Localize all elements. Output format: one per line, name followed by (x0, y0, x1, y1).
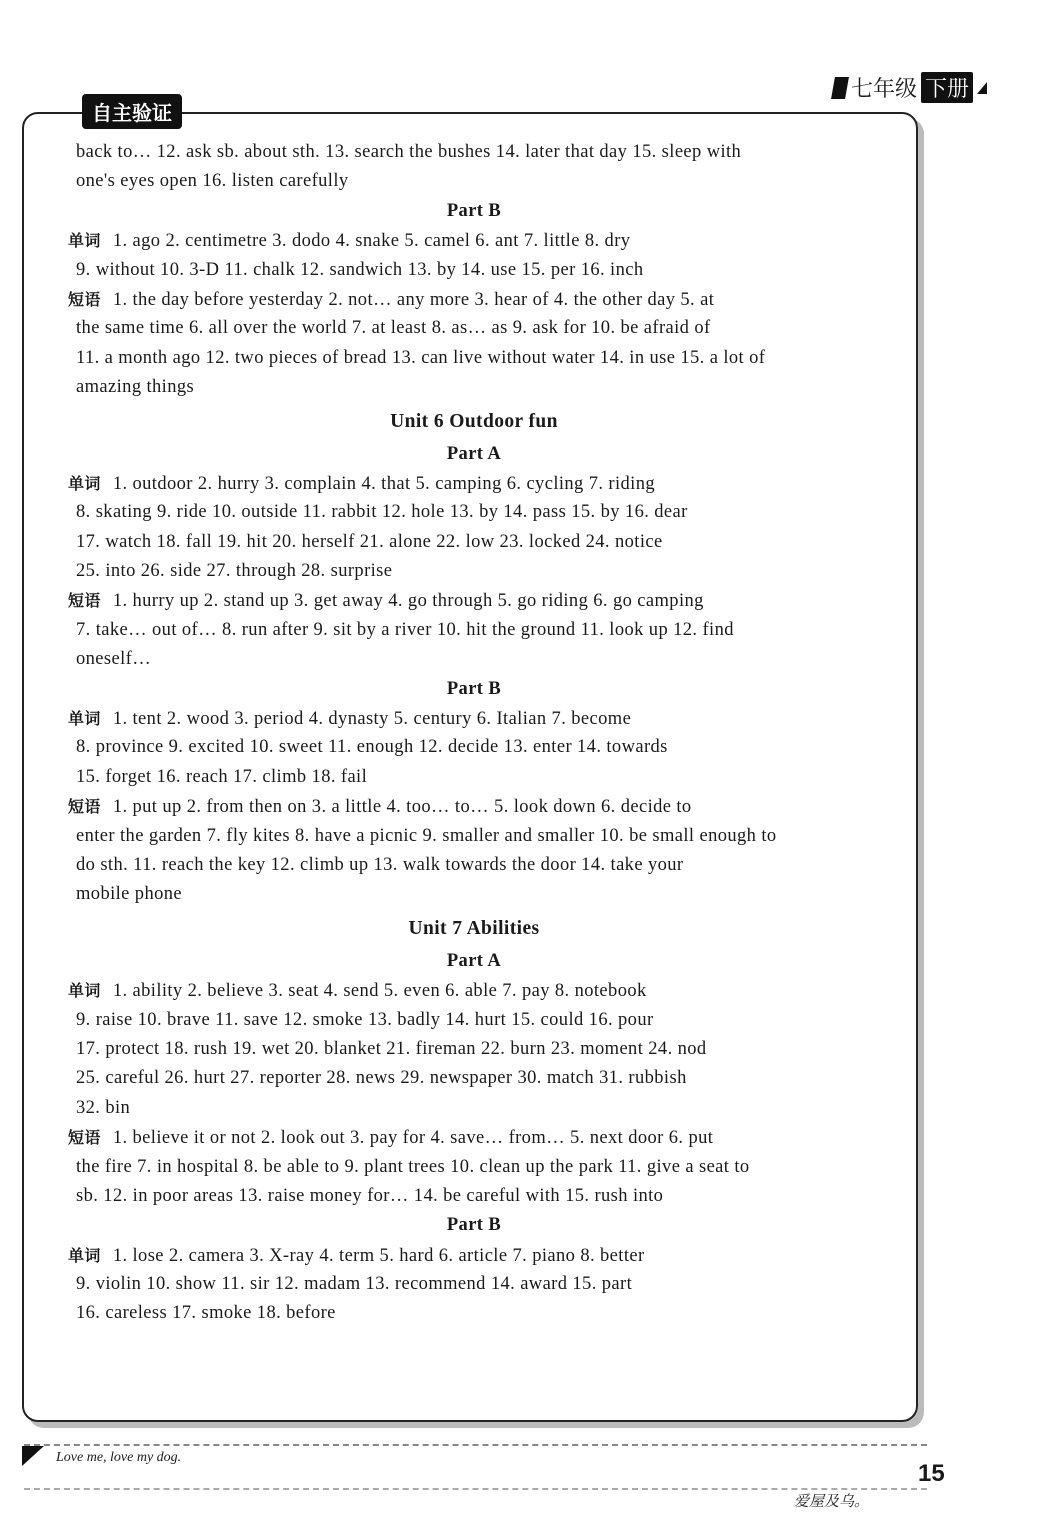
category-label: 单词 (68, 981, 101, 1001)
line-text: Part A (446, 443, 502, 464)
line-text: Part B (446, 1215, 502, 1236)
answer-line (76, 851, 872, 880)
answer-line (76, 167, 872, 196)
answer-line (76, 880, 872, 909)
answer-line (76, 733, 872, 762)
line-text: 25. careful 26. hurt 27. reporter 28. news 29. newspaper 30. match 31. rubbish (76, 1068, 687, 1089)
part-heading (76, 947, 872, 976)
answer-line (76, 822, 872, 851)
footer-divider (24, 1444, 927, 1446)
line-text: back to… 12. ask sb. about sth. 13. search the bushes 14. later that day 15. sleep with (76, 142, 742, 162)
line-text: 32. bin (76, 1097, 131, 1118)
category-label: 单词 (68, 231, 101, 251)
line-text: 15. forget 16. reach 17. climb 18. fail (76, 766, 368, 787)
answer-line (68, 1241, 872, 1270)
part-heading (76, 440, 872, 469)
line-text: Part B (446, 678, 502, 699)
line-text: 7. take… out of… 8. run after 9. sit by a river 10. hit the ground 11. look up 12. find (76, 619, 734, 640)
line-text: 1. outdoor 2. hurry 3. complain 4. that 5. camping 6. cycling 7. riding (112, 473, 656, 494)
line-text: the fire 7. in hospital 8. be able to 9. plant trees 10. clean up the park 11. give a seat to (76, 1156, 750, 1177)
answer-line (76, 1299, 872, 1328)
answer-line (76, 616, 872, 645)
book-mark-icon (831, 77, 849, 99)
line-text: 1. ago 2. centimetre 3. dodo 4. snake 5. camel 6. ant 7. little 8. dry (112, 231, 631, 252)
line-text: oneself… (76, 649, 152, 670)
category-label: 单词 (68, 473, 101, 493)
answer-line (76, 1270, 872, 1299)
corner-arrow-icon (977, 82, 987, 94)
answer-line (68, 1123, 872, 1152)
answer-line (68, 586, 872, 615)
part-heading (76, 1211, 872, 1240)
line-text: enter the garden 7. fly kites 8. have a picnic 9. smaller and smaller 10. be small enough to (76, 825, 777, 846)
answer-line (76, 314, 872, 343)
line-text: 9. raise 10. brave 11. save 12. smoke 13. badly 14. hurt 15. could 16. pour (76, 1009, 654, 1030)
answer-line (76, 1182, 872, 1211)
unit-title (76, 403, 872, 440)
line-text: 11. a month ago 12. two pieces of bread 13. can live without water 14. in use 15. a lot of (76, 347, 766, 368)
footer (0, 1438, 1047, 1528)
answer-line (76, 1153, 872, 1182)
category-label: 单词 (68, 709, 101, 729)
answer-line (76, 1035, 872, 1064)
answer-line (76, 645, 872, 674)
line-text: 8. skating 9. ride 10. outside 11. rabbit 12. hole 13. by 14. pass 15. by 16. dear (76, 502, 688, 523)
answer-line (68, 976, 872, 1005)
answer-line (68, 226, 872, 255)
line-text: 9. violin 10. show 11. sir 12. madam 13. recommend 14. award 15. part (76, 1274, 633, 1295)
line-text: 1. believe it or not 2. look out 3. pay for 4. save… from… 5. next door 6. put (112, 1128, 714, 1149)
line-text: 17. watch 18. fall 19. hit 20. herself 21. alone 22. low 23. locked 24. notice (76, 531, 663, 552)
answer-line (76, 557, 872, 586)
category-label: 短语 (68, 1128, 101, 1148)
line-text: do sth. 11. reach the key 12. climb up 13. walk towards the door 14. take your (76, 854, 684, 875)
footer-divider-bottom (24, 1488, 927, 1490)
line-text: one's eyes open 16. listen carefully (76, 171, 349, 192)
line-text: 1. hurry up 2. stand up 3. get away 4. go through 5. go riding 6. go camping (112, 591, 704, 612)
line-text: the same time 6. all over the world 7. at least 8. as… as 9. ask for 10. be afraid of (76, 318, 711, 339)
answer-content (68, 138, 872, 1329)
line-text: Part B (446, 200, 502, 221)
answer-line (68, 704, 872, 733)
grade-tag (833, 72, 987, 103)
line-text: mobile phone (76, 884, 183, 905)
line-text: 1. lose 2. camera 3. X-ray 4. term 5. hard 6. article 7. piano 8. better (112, 1245, 645, 1266)
line-text: Unit 7 Abilities (408, 917, 540, 939)
answer-line (76, 138, 872, 167)
answer-line (76, 344, 872, 373)
line-text: 1. tent 2. wood 3. period 4. dynasty 5. century 6. Italian 7. become (112, 709, 632, 730)
answer-line (76, 763, 872, 792)
line-text: sb. 12. in poor areas 13. raise money for… 14. be careful with 15. rush into (76, 1185, 664, 1206)
section-label: 自主验证 (82, 94, 182, 129)
line-text: 17. protect 18. rush 19. wet 20. blanket 21. fireman 22. burn 23. moment 24. nod (76, 1038, 707, 1059)
line-text: Unit 6 Outdoor fun (390, 410, 558, 432)
proverb-chinese: 爱屋及乌。 (794, 1492, 870, 1510)
grade-text: 七年级 (850, 77, 917, 102)
part-heading (76, 675, 872, 704)
answer-line (76, 528, 872, 557)
answer-line (68, 285, 872, 314)
triangle-icon (22, 1446, 44, 1466)
line-text: 1. put up 2. from then on 3. a little 4. too… to… 5. look down 6. decide to (112, 797, 692, 818)
category-label: 短语 (68, 591, 101, 611)
line-text: 1. ability 2. believe 3. seat 4. send 5. even 6. able 7. pay 8. notebook (112, 981, 647, 1002)
line-text: 1. the day before yesterday 2. not… any more 3. hear of 4. the other day 5. at (112, 289, 715, 310)
answer-line (76, 498, 872, 527)
line-text: 25. into 26. side 27. through 28. surprise (76, 561, 393, 582)
line-text: 8. province 9. excited 10. sweet 11. enough 12. decide 13. enter 14. towards (76, 737, 668, 758)
answer-line (68, 469, 872, 498)
category-label: 短语 (68, 797, 101, 817)
line-text: Part A (446, 950, 502, 971)
category-label: 单词 (68, 1245, 101, 1265)
answer-line (76, 1064, 872, 1093)
answer-line (76, 1094, 872, 1123)
page-number: 15 (918, 1460, 945, 1487)
answer-line (76, 1006, 872, 1035)
line-text: 9. without 10. 3-D 11. chalk 12. sandwich 13. by 14. use 15. per 16. inch (76, 259, 644, 280)
category-label: 短语 (68, 289, 101, 309)
answer-line (68, 792, 872, 821)
part-heading (76, 197, 872, 226)
unit-title (76, 910, 872, 947)
answer-line (76, 373, 872, 402)
volume-badge: 下册 (921, 72, 973, 103)
answer-line (76, 256, 872, 285)
line-text: 16. careless 17. smoke 18. before (76, 1303, 336, 1324)
proverb-english: Love me, love my dog. (56, 1450, 182, 1465)
answer-box (22, 112, 918, 1422)
line-text: amazing things (76, 377, 195, 398)
